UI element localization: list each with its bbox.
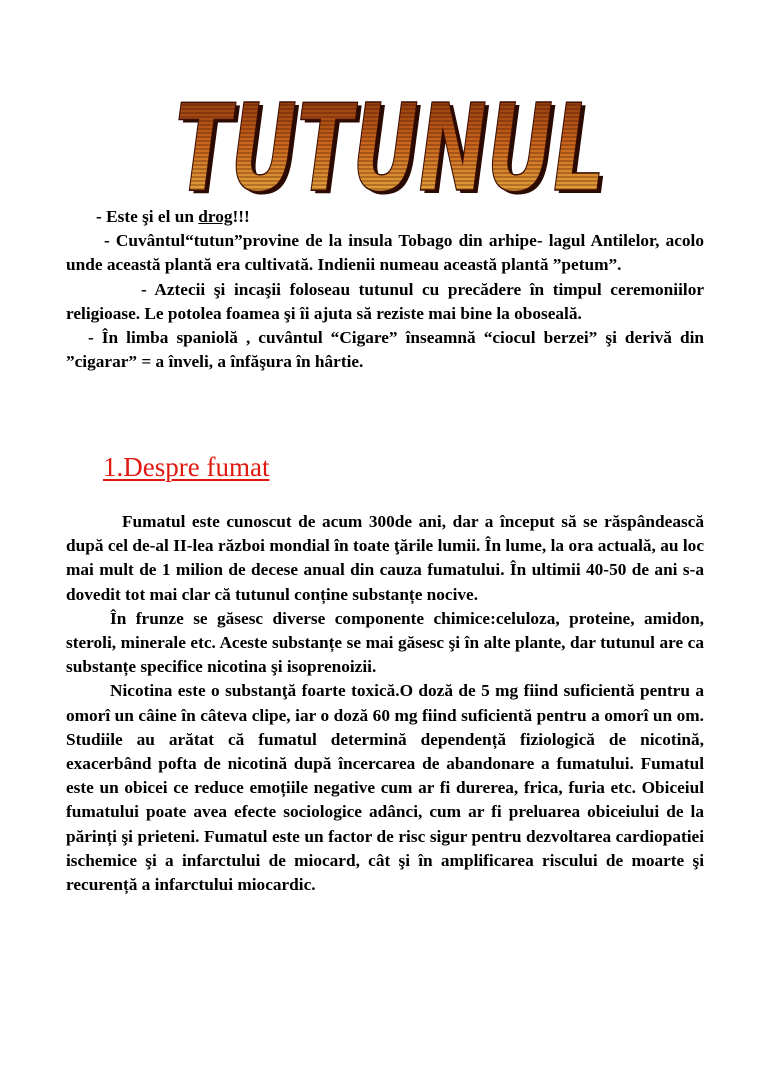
intro-paragraph-origin: - Cuvântul“tutun”provine de la insula Tobago din arhipe- lagul Antilelor, acolo unde această plantă era cultivată. Indienii numeau această plantă ”petum”. [66, 231, 704, 275]
body-paragraph-nicotine: Nicotina este o substanţă foarte toxică.O doză de 5 mg fiind suficientă pentru a omorî un câine în câteva clipe, iar o doză 60 mg fiind suficientă pentru a omorî un om. Studiile au arătat că fumatul determină dependență fiziologică de nicotină, exacerbând pofta de nicotină după încercarea de abandonare a fumatului. Fumatul este un obicei ce reduce emoțiile negative cum ar fi durerea, frica, furia etc. Obiceiul fumatului poate avea efecte sociologice adânci, cum ar fi preluarea obiceiului de la părinți şi prieteni. Fumatul este un factor de risc sigur pentru dezvoltarea cardiopatiei ischemice şi a infarctului de miocard, cât şi în amplificarea riscului de moarte şi recurență a infarctului miocardic. [66, 681, 704, 895]
intro-drog-text: - Este şi el un [96, 207, 199, 226]
intro-paragraph-spanish: - În limba spaniolă , cuvântul “Cigare” înseamnă “ciocul berzei” şi derivă din ”cigarar” = a înveli, a înfăşura în hârtie. [66, 328, 704, 372]
intro-paragraph-aztecs: - Aztecii şi incaşii foloseau tutunul cu precădere în timpul ceremoniilor religioase. Le potolea foamea şi îi ajuta să reziste mai bine la oboseală. [66, 279, 704, 323]
title-shadow-text: TUTUNUL [179, 83, 609, 210]
title-stripe-overlay: TUTUNUL [175, 80, 605, 210]
title-text: TUTUNUL [175, 80, 605, 210]
title-wordart [150, 60, 630, 210]
body-paragraph-components: În frunze se găsesc diverse componente chimice:celuloza, proteine, amidon, steroli, minerale etc. Aceste substanțe se mai găsesc şi în alte plante, dar tutunul are ca substanțe specifice nicotina şi isoprenoizii. [66, 608, 704, 677]
body-block [66, 510, 704, 897]
title-graphic [150, 60, 630, 210]
intro-block [66, 205, 704, 374]
intro-drog-exclaim: !!! [232, 207, 250, 226]
body-paragraph-history: Fumatul este cunoscut de acum 300de ani, dar a început să se răspândească după cel de-al II-lea război mondial în toate ţările lumii. În lume, la ora actuală, au loc mai mult de 1 milion de decese anual din cauza fumatului. În ultimii 40-50 de ani s-a dovedit tot mai clar că tutunul conține substanțe nocive. [66, 512, 704, 604]
intro-paragraph-drog [66, 205, 704, 229]
drog-link[interactable]: drog [198, 207, 233, 226]
section-heading: 1.Despre fumat [103, 452, 270, 482]
